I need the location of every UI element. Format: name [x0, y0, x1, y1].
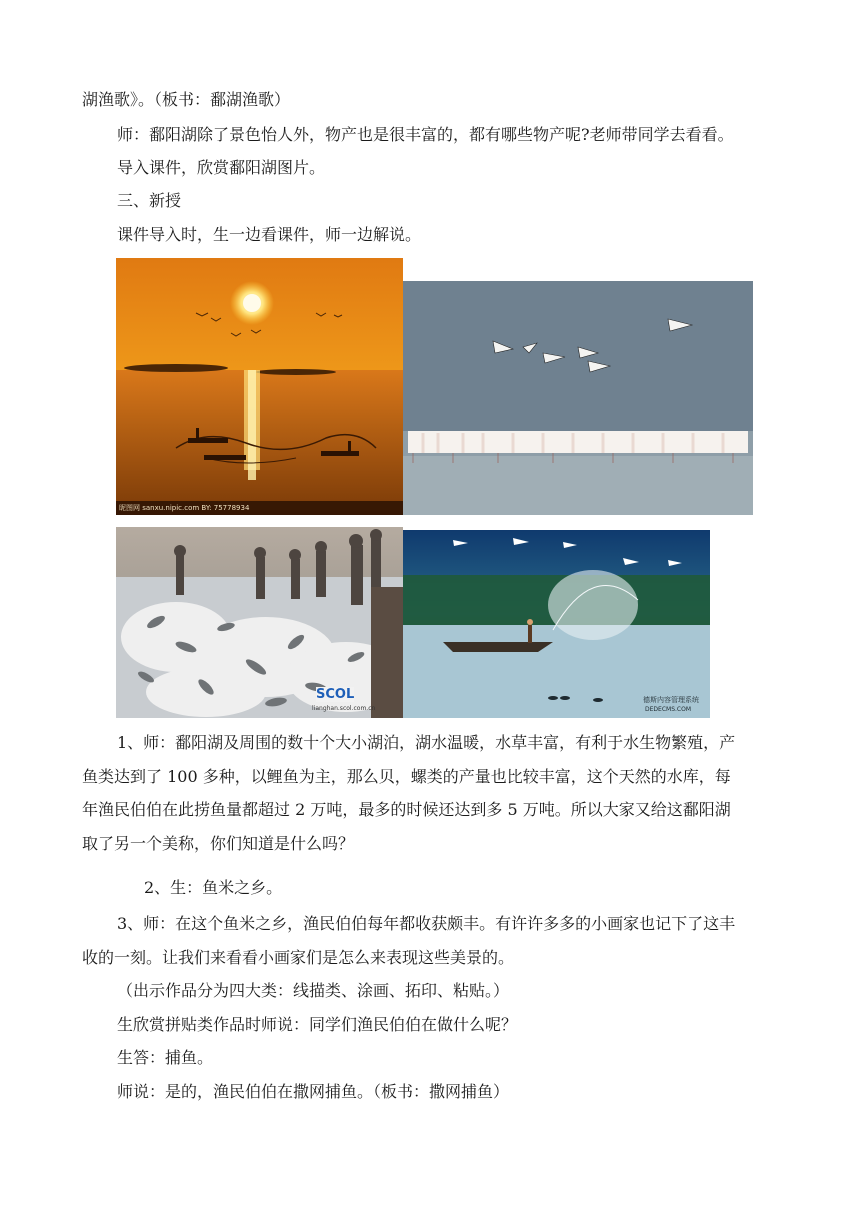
sunset-watermark: 昵图网 sanxu.nipic.com BY: 75778934: [119, 504, 250, 512]
paragraph-1: 湖渔歌》。（板书：鄱湖渔歌）: [82, 90, 291, 109]
paragraph-8-line-1: 3、师：在这个鱼米之乡，渔民伯伯每年都收获颇丰。有许许多多的小画家也记下了这丰: [117, 914, 736, 933]
paragraph-8-line-2: 收的一刻。让我们来看看小画家们是怎么来表现这些美景的。: [82, 948, 515, 967]
paragraph-11: 生答：捕鱼。: [117, 1048, 214, 1067]
paragraph-6-line-4: 取了另一个美称，你们知道是什么吗？: [82, 834, 355, 853]
paragraph-2: 师：鄱阳湖除了景色怡人外，物产也是很丰富的，都有哪些物产呢?老师带同学去看看。: [117, 125, 734, 144]
fisherman-net-photo: [403, 530, 710, 718]
paragraph-5: 课件导入时，生一边看课件，师一边解说。: [117, 225, 422, 244]
paragraph-10: 生欣赏拼贴类作品时师说：同学们渔民伯伯在做什么呢？: [117, 1015, 518, 1034]
fish-harvest-logo: SCOL: [316, 687, 355, 702]
paragraph-9: （出示作品分为四大类：线描类、涂画、拓印、粘贴。）: [117, 981, 510, 1000]
cranes-photo: [403, 281, 753, 515]
paragraph-4: 三、新授: [117, 191, 182, 210]
paragraph-7: 2、生：鱼米之乡。: [144, 878, 283, 897]
paragraph-6-line-2: 鱼类达到了 100 多种，以鲤鱼为主，那么贝，螺类的产量也比较丰富，这个天然的水库，每: [82, 767, 731, 786]
paragraph-12: 师说：是的，渔民伯伯在撒网捕鱼。（板书：撒网捕鱼）: [117, 1082, 510, 1101]
sunset-lake-photo: [116, 258, 403, 515]
paragraph-6-line-1: 1、师：鄱阳湖及周围的数十个大小湖泊，湖水温暖，水草丰富，有利于水生物繁殖，产: [117, 733, 736, 752]
fish-harvest-photo: [116, 527, 403, 718]
paragraph-6-line-3: 年渔民伯伯在此捞鱼量都超过 2 万吨，最多的时候还达到多 5 万吨。所以大家又给这鄱阳湖: [82, 800, 731, 819]
fisherman-watermark-l1: 德斯内容管理系统: [643, 696, 699, 704]
fisherman-watermark-l2: DEDECMS.COM: [645, 706, 691, 713]
fish-harvest-url: lianghan.scol.com.cn: [312, 705, 376, 712]
paragraph-3: 导入课件，欣赏鄱阳湖图片。: [117, 158, 326, 177]
